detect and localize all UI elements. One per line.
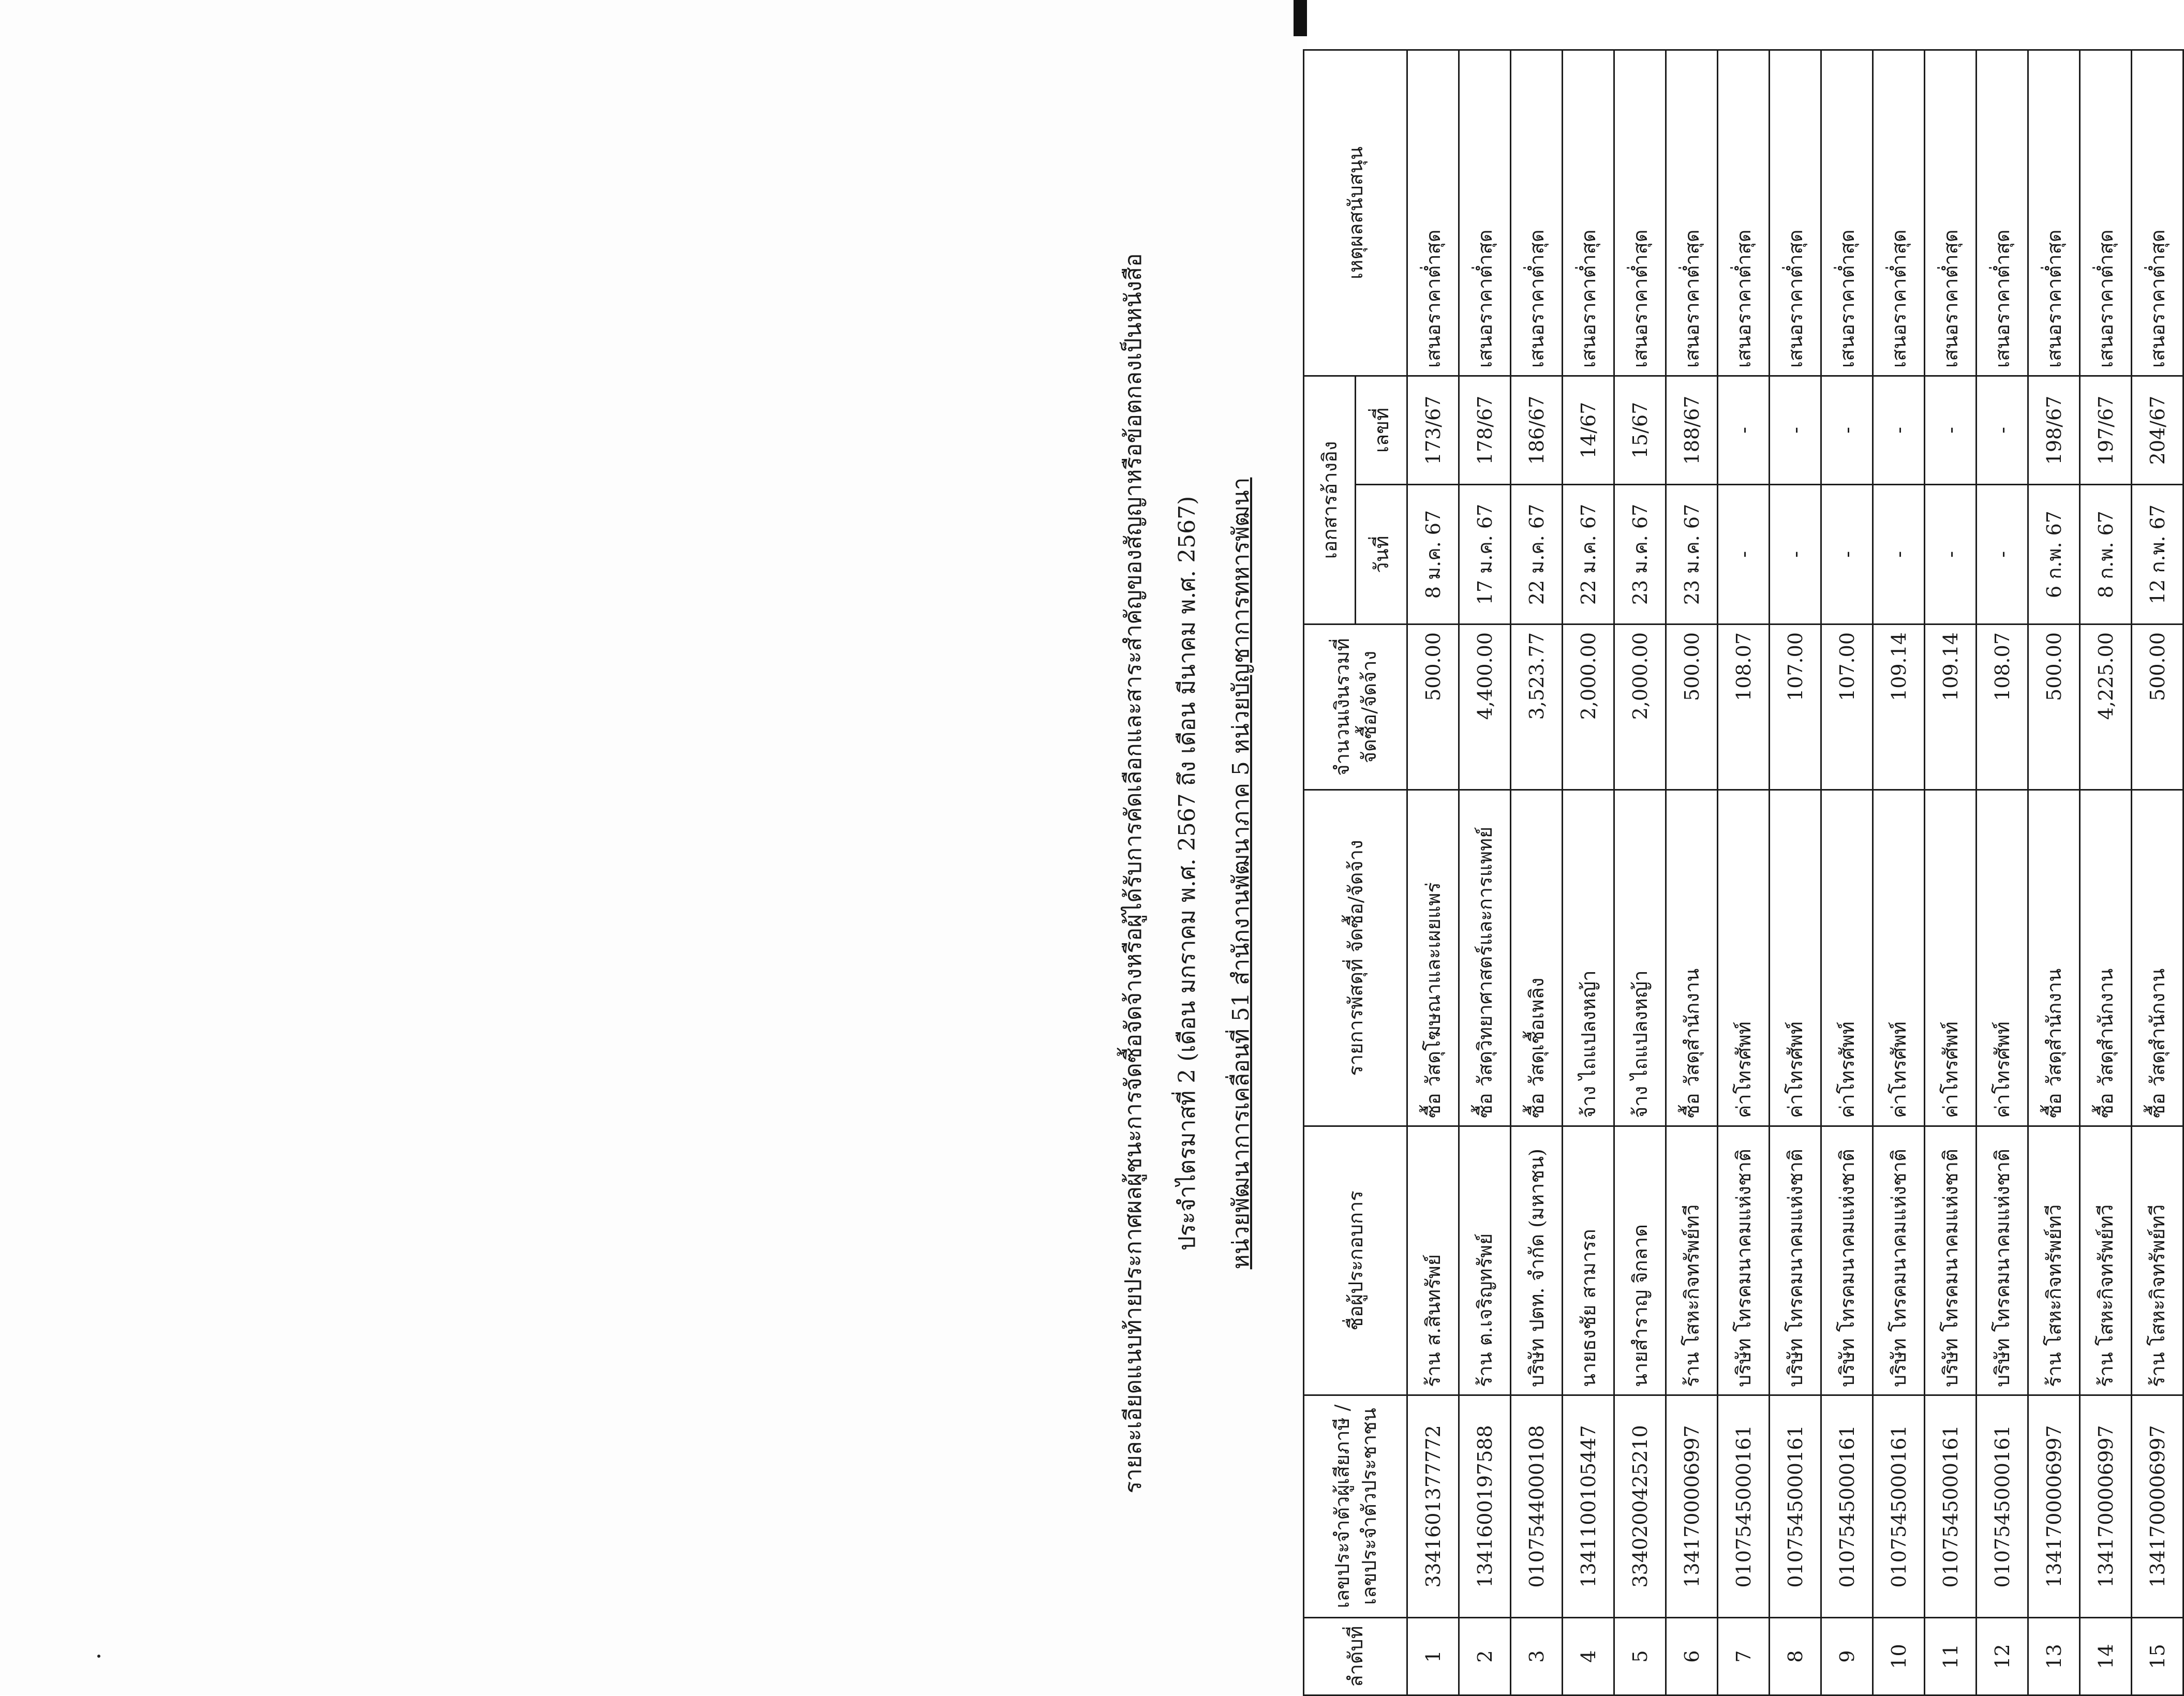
item-description: ค่าโทรศัพท์ xyxy=(1821,790,1873,1126)
col-header-ref-no: เลขที่ xyxy=(1356,376,1407,484)
amount: 2,000.00 xyxy=(1563,624,1614,790)
row-number: 10 xyxy=(1873,1618,1925,1695)
row-number: 11 xyxy=(1925,1618,1977,1695)
reason: เสนอราคาต่ำสุด xyxy=(1873,50,1925,376)
item-description: ซื้อ วัสดุสำนักงาน xyxy=(1666,790,1718,1126)
tax-id: 1341600197588 xyxy=(1459,1395,1511,1618)
header-line-2: ประจำไตรมาสที่ 2 (เดือน มกราคม พ.ศ. 2567 ถึง เดือน มีนาคม พ.ศ. 2567) xyxy=(1174,496,1200,1251)
amount: 107.00 xyxy=(1770,624,1821,790)
row-number: 7 xyxy=(1718,1618,1770,1695)
tax-id: 0107545000161 xyxy=(1770,1395,1821,1618)
item-description: ซื้อ วัสดุสำนักงาน xyxy=(2132,790,2183,1126)
amount: 109.14 xyxy=(1873,624,1925,790)
col-header-tax-id: เลขประจำตัวผู้เสียภาษี / เลขประจำตัวประชาชน xyxy=(1304,1395,1407,1618)
reason: เสนอราคาต่ำสุด xyxy=(1821,50,1873,376)
vendor-name: ร้าน โสหะกิจทรัพย์ทวี xyxy=(1666,1126,1718,1395)
col-header-vendor: ชื่อผู้ประกอบการ xyxy=(1304,1126,1407,1395)
ref-date: 22 ม.ค. 67 xyxy=(1563,485,1614,624)
ref-number: 173/67 xyxy=(1407,376,1459,484)
ref-date: - xyxy=(1821,485,1873,624)
amount: 3,523.77 xyxy=(1511,624,1563,790)
ref-number: - xyxy=(1821,376,1873,484)
vendor-name: ร้าน โสหะกิจทรัพย์ทวี xyxy=(2080,1126,2132,1395)
table-row xyxy=(1614,50,1666,1695)
table-row xyxy=(1977,50,2028,1695)
header-line-3: หน่วยพัฒนาการเคลื่อนที่ 51 สำนักงานพัฒนาภาค 5 หน่วยบัญชาการทหารพัฒนา xyxy=(1228,477,1254,1270)
procurement-table xyxy=(1303,49,2184,1696)
reason: เสนอราคาต่ำสุด xyxy=(1459,50,1511,376)
amount: 500.00 xyxy=(1666,624,1718,790)
row-number: 1 xyxy=(1407,1618,1459,1695)
vendor-name: บริษัท ปตท. จำกัด (มหาชน) xyxy=(1511,1126,1563,1395)
col-header-item: รายการพัสดุที่ จัดซื้อ/จัดจ้าง xyxy=(1304,790,1407,1126)
vendor-name: นายธงชัย สามารถ xyxy=(1563,1126,1614,1395)
amount: 108.07 xyxy=(1718,624,1770,790)
item-description: ค่าโทรศัพท์ xyxy=(1718,790,1770,1126)
ref-date: - xyxy=(1873,485,1925,624)
tax-id: 3341601377772 xyxy=(1407,1395,1459,1618)
ref-number: - xyxy=(1977,376,2028,484)
table-row xyxy=(1563,50,1614,1695)
row-number: 3 xyxy=(1511,1618,1563,1695)
ref-date: - xyxy=(1977,485,2028,624)
vendor-name: ร้าน ส.สินทรัพย์ xyxy=(1407,1126,1459,1395)
ref-date: 22 ม.ค. 67 xyxy=(1511,485,1563,624)
tax-id: 0107545000161 xyxy=(1718,1395,1770,1618)
header-line-1: รายละเอียดแนบท้ายประกาศผลผู้ชนะการจัดซื้อจัดจ้างหรือผู้ได้รับการคัดเลือกและสาระสำคัญของสัญญาหรือข้อตกลงเป็นหนังสือ xyxy=(1120,253,1147,1494)
item-description: ซื้อ วัสดุเชื้อเพลิง xyxy=(1511,790,1563,1126)
reason: เสนอราคาต่ำสุด xyxy=(1977,50,2028,376)
tax-id: 1341100105447 xyxy=(1563,1395,1614,1618)
amount: 4,225.00 xyxy=(2080,624,2132,790)
col-header-ref-date: วันที่ xyxy=(1356,485,1407,624)
tax-id: 0107544000108 xyxy=(1511,1395,1563,1618)
item-description: ซื้อ วัสดุสำนักงาน xyxy=(2028,790,2080,1126)
rotated-document xyxy=(1118,51,2169,1696)
row-number: 8 xyxy=(1770,1618,1821,1695)
table-row xyxy=(2132,50,2183,1695)
reason: เสนอราคาต่ำสุด xyxy=(1407,50,1459,376)
table-row xyxy=(1511,50,1563,1695)
item-description: ค่าโทรศัพท์ xyxy=(1873,790,1925,1126)
col-header-ref-doc: เอกสารอ้างอิง xyxy=(1304,376,1356,624)
amount: 4,400.00 xyxy=(1459,624,1511,790)
ref-number: 188/67 xyxy=(1666,376,1718,484)
vendor-name: บริษัท โทรคมนาคมแห่งชาติ xyxy=(1718,1126,1770,1395)
table-row xyxy=(2028,50,2080,1695)
item-description: ค่าโทรศัพท์ xyxy=(1770,790,1821,1126)
ref-date: 23 ม.ค. 67 xyxy=(1614,485,1666,624)
ref-date: 12 ก.พ. 67 xyxy=(2132,485,2183,624)
tax-id: 1341700006997 xyxy=(2132,1395,2183,1618)
ref-number: - xyxy=(1873,376,1925,484)
tax-id: 3340200425210 xyxy=(1614,1395,1666,1618)
col-header-reason: เหตุผลสนับสนุน xyxy=(1304,50,1407,376)
reason: เสนอราคาต่ำสุด xyxy=(1563,50,1614,376)
vendor-name: บริษัท โทรคมนาคมแห่งชาติ xyxy=(1821,1126,1873,1395)
table-row xyxy=(1770,50,1821,1695)
row-number: 15 xyxy=(2132,1618,2183,1695)
vendor-name: บริษัท โทรคมนาคมแห่งชาติ xyxy=(1925,1126,1977,1395)
amount: 109.14 xyxy=(1925,624,1977,790)
ref-number: - xyxy=(1718,376,1770,484)
row-number: 9 xyxy=(1821,1618,1873,1695)
amount: 2,000.00 xyxy=(1614,624,1666,790)
item-description: ซื้อ วัสดุวิทยาศาสตร์และการแพทย์ xyxy=(1459,790,1511,1126)
table-row xyxy=(1718,50,1770,1695)
ref-date: - xyxy=(1718,485,1770,624)
tax-id: 1341700006997 xyxy=(2080,1395,2132,1618)
table-row xyxy=(1459,50,1511,1695)
row-number: 14 xyxy=(2080,1618,2132,1695)
item-description: จ้าง ไถแปลงหญ้า xyxy=(1614,790,1666,1126)
ref-number: 204/67 xyxy=(2132,376,2183,484)
ref-date: 17 ม.ค. 67 xyxy=(1459,485,1511,624)
reason: เสนอราคาต่ำสุด xyxy=(2028,50,2080,376)
vendor-name: ร้าน โสหะกิจทรัพย์ทวี xyxy=(2132,1126,2183,1395)
tax-id: 0107545000161 xyxy=(1873,1395,1925,1618)
item-description: ซื้อ วัสดุโฆษณาและเผยแพร่ xyxy=(1407,790,1459,1126)
reason: เสนอราคาต่ำสุด xyxy=(1925,50,1977,376)
reason: เสนอราคาต่ำสุด xyxy=(1511,50,1563,376)
table-row xyxy=(1821,50,1873,1695)
table-row xyxy=(1407,50,1459,1695)
col-header-no: ลำดับที่ xyxy=(1304,1618,1407,1695)
ref-date: 8 ก.พ. 67 xyxy=(2080,485,2132,624)
item-description: ค่าโทรศัพท์ xyxy=(1925,790,1977,1126)
ref-number: - xyxy=(1925,376,1977,484)
ref-number: 14/67 xyxy=(1563,376,1614,484)
reason: เสนอราคาต่ำสุด xyxy=(1666,50,1718,376)
row-number: 13 xyxy=(2028,1618,2080,1695)
vendor-name: ร้าน โสหะกิจทรัพย์ทวี xyxy=(2028,1126,2080,1395)
ref-date: 6 ก.พ. 67 xyxy=(2028,485,2080,624)
tax-id: 0107545000161 xyxy=(1821,1395,1873,1618)
ref-number: 186/67 xyxy=(1511,376,1563,484)
ref-number: 197/67 xyxy=(2080,376,2132,484)
amount: 108.07 xyxy=(1977,624,2028,790)
row-number: 5 xyxy=(1614,1618,1666,1695)
amount: 500.00 xyxy=(1407,624,1459,790)
item-description: ค่าโทรศัพท์ xyxy=(1977,790,2028,1126)
table-row xyxy=(1666,50,1718,1695)
reason: เสนอราคาต่ำสุด xyxy=(1614,50,1666,376)
table-row xyxy=(2080,50,2132,1695)
table-row xyxy=(1873,50,1925,1695)
row-number: 2 xyxy=(1459,1618,1511,1695)
scan-edge-mark xyxy=(1294,0,1307,36)
ref-number: - xyxy=(1770,376,1821,484)
tax-id: 1341700006997 xyxy=(2028,1395,2080,1618)
ref-date: - xyxy=(1925,485,1977,624)
table-row xyxy=(1925,50,1977,1695)
item-description: จ้าง ไถแปลงหญ้า xyxy=(1563,790,1614,1126)
vendor-name: ร้าน ต.เจริญทรัพย์ xyxy=(1459,1126,1511,1395)
reason: เสนอราคาต่ำสุด xyxy=(1718,50,1770,376)
ref-number: 198/67 xyxy=(2028,376,2080,484)
vendor-name: นายสำราญ จิกลาด xyxy=(1614,1126,1666,1395)
vendor-name: บริษัท โทรคมนาคมแห่งชาติ xyxy=(1977,1126,2028,1395)
reason: เสนอราคาต่ำสุด xyxy=(1770,50,1821,376)
item-description: ซื้อ วัสดุสำนักงาน xyxy=(2080,790,2132,1126)
ref-number: 15/67 xyxy=(1614,376,1666,484)
row-number: 4 xyxy=(1563,1618,1614,1695)
tax-id: 0107545000161 xyxy=(1977,1395,2028,1618)
table-body xyxy=(1407,50,2183,1695)
vendor-name: บริษัท โทรคมนาคมแห่งชาติ xyxy=(1770,1126,1821,1395)
row-number: 12 xyxy=(1977,1618,2028,1695)
scan-speck xyxy=(97,1655,100,1658)
col-header-amount: จำนวนเงินรวมที่ จัดซื้อ/จัดจ้าง xyxy=(1304,624,1407,790)
tax-id: 0107545000161 xyxy=(1925,1395,1977,1618)
reason: เสนอราคาต่ำสุด xyxy=(2080,50,2132,376)
ref-date: 8 ม.ค. 67 xyxy=(1407,485,1459,624)
amount: 500.00 xyxy=(2132,624,2183,790)
vendor-name: บริษัท โทรคมนาคมแห่งชาติ xyxy=(1873,1126,1925,1395)
amount: 500.00 xyxy=(2028,624,2080,790)
tax-id: 1341700006997 xyxy=(1666,1395,1718,1618)
amount: 107.00 xyxy=(1821,624,1873,790)
ref-date: 23 ม.ค. 67 xyxy=(1666,485,1718,624)
row-number: 6 xyxy=(1666,1618,1718,1695)
ref-date: - xyxy=(1770,485,1821,624)
reason: เสนอราคาต่ำสุด xyxy=(2132,50,2183,376)
ref-number: 178/67 xyxy=(1459,376,1511,484)
